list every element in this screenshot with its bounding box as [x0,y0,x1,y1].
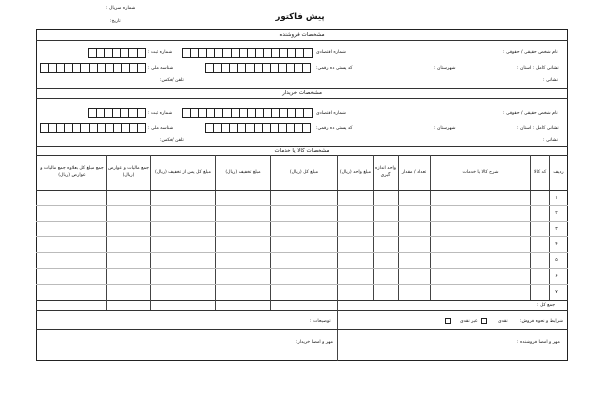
seller-address2-label: نشانی : [543,78,558,83]
col-header-unit: واحد اندازه گیری [374,166,397,178]
col-header-description: شرح کالا یا خدمات [462,169,499,175]
col-header-unit-price: مبلغ واحد (ریال) [339,169,372,175]
seller-signature-label: مهر و امضا فروشنده : [517,340,560,345]
seller-address-label: نشانی کامل : استان : [517,66,559,71]
buyer-national-id-boxes[interactable] [40,123,146,133]
buyer-national-id-label: شناسه ملی : [148,126,174,131]
seller-registration-label: شماره ثبت : [148,50,173,55]
buyer-address-label: نشانی کامل : استان : [517,126,559,131]
buyer-economic-number-boxes[interactable] [182,108,313,118]
row-number: ۲ [555,211,558,216]
page-title: پیش فاکتور [275,12,325,22]
row-number: ۵ [555,258,558,263]
seller-national-id-label: شناسه ملی : [148,66,174,71]
cash-label: نقدی [498,319,508,324]
serial-number-label: شماره سریال : [106,6,136,11]
col-header-after-discount: مبلغ کل پس از تخفیف (ریال) [155,169,211,175]
seller-economic-number-boxes[interactable] [182,48,313,58]
buyer-section-title: مشخصات خریدار [282,90,322,96]
seller-name-label: نام شخص حقیقی / حقوقی : [503,50,558,55]
noncash-checkbox[interactable] [445,318,451,324]
col-header-discount: مبلغ تخفیف (ریال) [225,169,261,175]
buyer-city-label: شهرستان : [434,126,456,131]
date-label: تاریخ: [110,19,121,24]
buyer-postal-code-boxes[interactable] [205,123,311,133]
buyer-phone-label: تلفن /فکس: [160,138,184,143]
seller-postal-code-boxes[interactable] [205,63,311,73]
buyer-address2-label: نشانی : [543,138,558,143]
buyer-postal-label: کد پستی ده رقمی: [316,126,353,131]
terms-label: شرایط و نحوه فروش: [520,319,564,324]
row-number: ۴ [555,242,558,247]
grand-total-label: جمع کل : [537,303,556,308]
col-header-grand-total: جمع مبلغ کل بعلاوه جمع مالیات و عوارض (ریال) [40,166,104,178]
col-header-total: مبلغ کل (ریال) [289,169,319,175]
row-number: ۳ [555,227,558,232]
seller-registration-boxes[interactable] [88,48,146,58]
seller-city-label: شهرستان : [434,66,456,71]
cash-checkbox[interactable] [481,318,487,324]
row-number: ۷ [555,290,558,295]
col-header-row: ردیف [553,169,564,175]
buyer-registration-boxes[interactable] [88,108,146,118]
seller-economic-label: شماره اقتصادی [316,50,346,55]
row-number: ۱ [555,196,558,201]
seller-national-id-boxes[interactable] [40,63,146,73]
buyer-economic-label: شماره اقتصادی [316,111,346,116]
seller-section-title: مشخصات فروشنده [279,32,325,38]
buyer-registration-label: شماره ثبت : [148,111,173,116]
col-header-quantity: تعداد / مقدار [401,169,427,175]
col-header-tax: جمع مالیات و عوارض (ریال) [107,166,150,178]
invoice-frame [36,29,568,361]
buyer-signature-label: مهر و امضا خریدار: [296,340,333,345]
buyer-name-label: نام شخص حقیقی / حقوقی : [503,111,558,116]
notes-label: توضیحات : [310,319,331,324]
noncash-label: غیر نقدی [460,319,478,324]
col-header-code: کد کالا [533,169,547,175]
seller-postal-label: کد پستی ده رقمی: [316,66,353,71]
row-number: ۶ [555,274,558,279]
seller-phone-label: تلفن /فکس: [160,78,184,83]
goods-section-title: مشخصات کالا یا خدمات [274,148,330,154]
